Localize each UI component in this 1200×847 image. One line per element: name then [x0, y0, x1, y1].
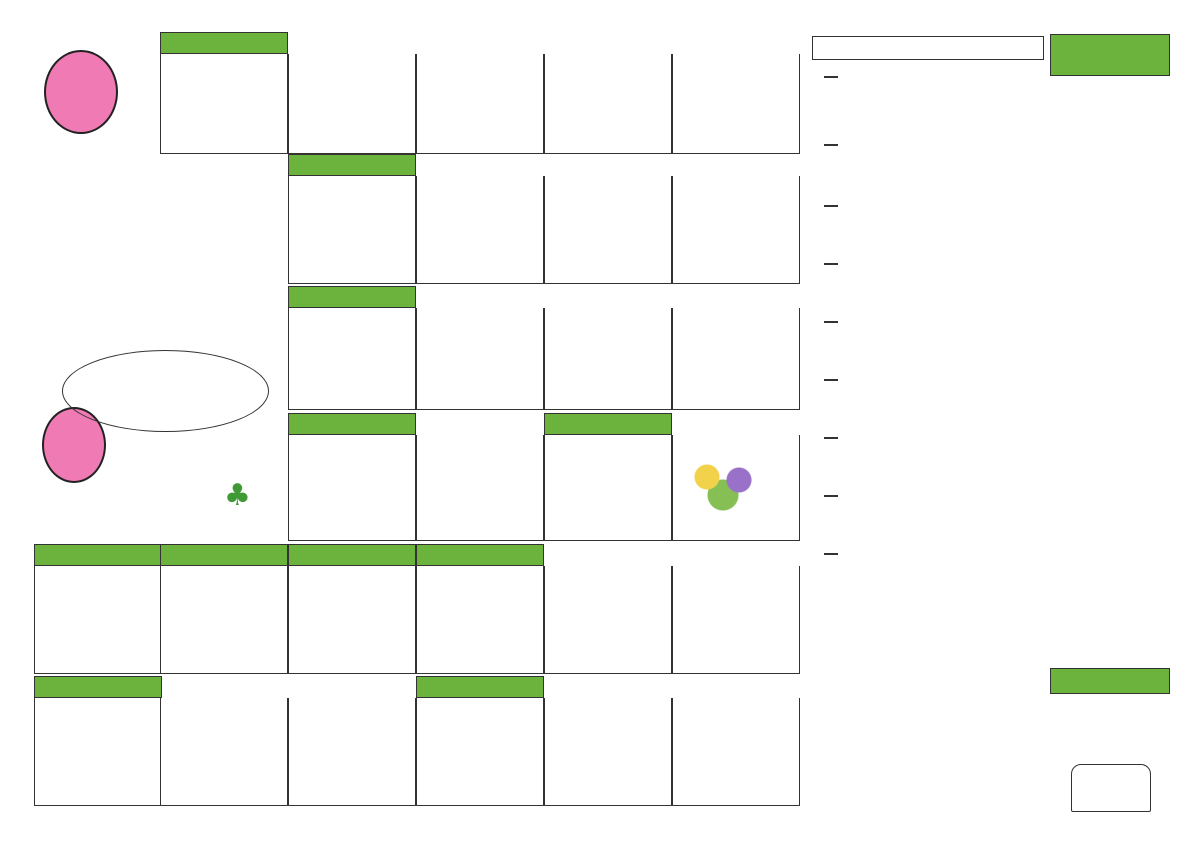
group-card	[544, 435, 672, 541]
group-card	[160, 698, 288, 806]
section-other	[544, 413, 672, 435]
section-dance	[34, 676, 162, 698]
group-card	[544, 308, 672, 410]
clover-icon: ♣	[224, 478, 251, 513]
speech-bubble	[62, 350, 269, 432]
event-item	[806, 254, 1041, 269]
group-card	[672, 176, 800, 284]
group-card	[160, 54, 288, 154]
group-card	[416, 566, 544, 674]
event-name	[824, 144, 838, 146]
group-card	[672, 54, 800, 154]
event-item	[806, 370, 1041, 385]
event-item	[806, 196, 1041, 211]
section-music	[288, 286, 416, 308]
group-card	[288, 698, 416, 806]
far-right-header	[1050, 34, 1170, 76]
group-card	[160, 566, 288, 674]
event-name	[824, 553, 838, 555]
event-item	[806, 428, 1041, 443]
group-card	[544, 566, 672, 674]
event-name	[824, 321, 838, 323]
section-international	[160, 544, 288, 566]
flower-illustration	[683, 453, 763, 513]
group-card	[416, 698, 544, 806]
group-card	[288, 176, 416, 284]
group-card	[416, 176, 544, 284]
group-card	[672, 698, 800, 806]
flower-card	[672, 435, 800, 541]
event-item	[806, 544, 1041, 559]
book-icon	[1071, 764, 1151, 812]
event-item	[806, 312, 1041, 327]
group-card	[288, 435, 416, 541]
event-item	[806, 486, 1041, 501]
section-culture	[416, 676, 544, 698]
group-card	[672, 566, 800, 674]
event-name	[824, 205, 838, 207]
group-card	[288, 566, 416, 674]
delivery-header	[1050, 668, 1170, 694]
group-card	[544, 698, 672, 806]
group-card	[34, 566, 162, 674]
event-name	[824, 495, 838, 497]
group-card	[416, 435, 544, 541]
section-cooking	[288, 154, 416, 176]
group-card	[288, 308, 416, 410]
event-name	[824, 263, 838, 265]
right-panel	[806, 32, 1041, 847]
group-card	[34, 698, 162, 806]
group-card	[672, 308, 800, 410]
event-item	[806, 135, 1041, 150]
group-card	[544, 176, 672, 284]
section-sports	[160, 32, 288, 54]
section-crafts	[416, 544, 544, 566]
event-item	[806, 67, 1041, 82]
far-right-panel	[1046, 32, 1168, 847]
event-name	[824, 379, 838, 381]
event-name	[824, 76, 838, 78]
section-ict	[34, 544, 162, 566]
section-health	[288, 413, 416, 435]
event-name	[824, 437, 838, 439]
mascot-top	[44, 50, 118, 134]
right-panel-title	[812, 36, 1044, 60]
group-card	[544, 54, 672, 154]
section-history	[288, 544, 416, 566]
group-card	[416, 54, 544, 154]
group-card	[416, 308, 544, 410]
group-card	[288, 54, 416, 154]
